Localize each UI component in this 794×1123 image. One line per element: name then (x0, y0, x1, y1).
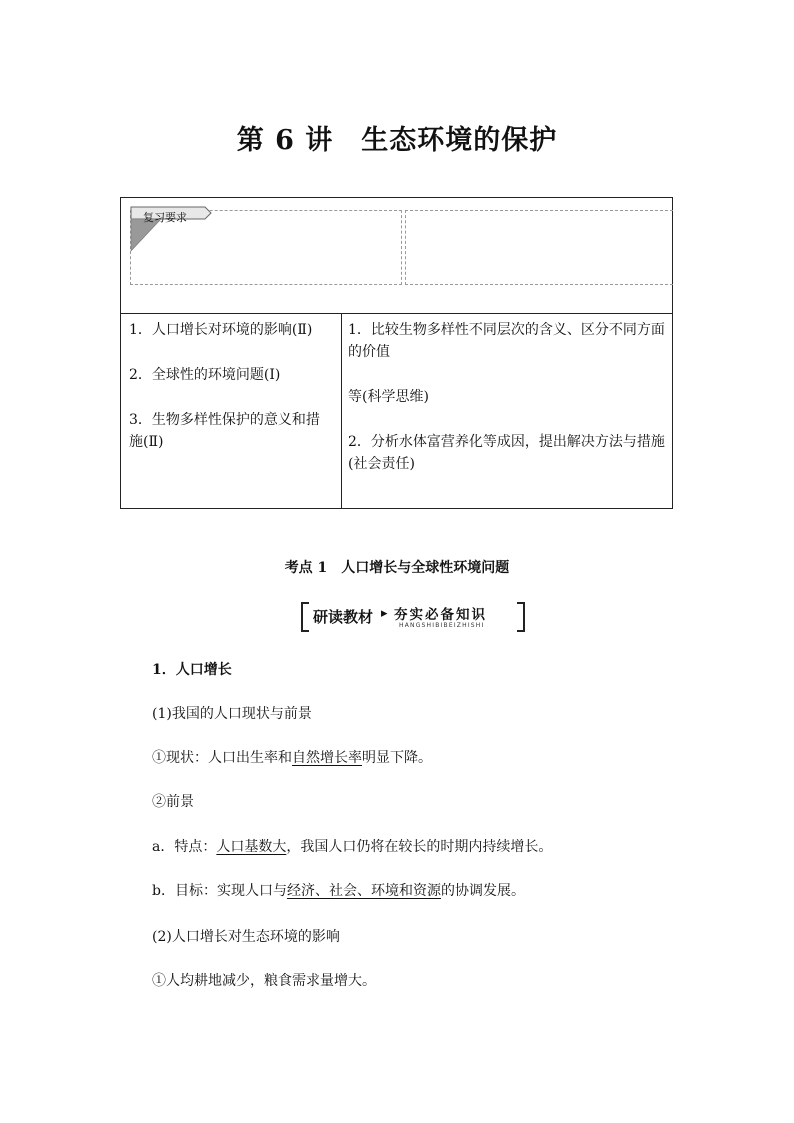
left-item: 1．人口增长对环境的影响(Ⅱ) (129, 322, 313, 338)
page-title: 第 6 讲 生态环境的保护 (236, 125, 558, 156)
review-banner (129, 203, 219, 259)
text: ①现状：人口出生率和 (152, 750, 292, 766)
left-item: 2．全球性的环境问题(Ⅰ) (129, 367, 281, 383)
review-banner-label: 复习要求 (143, 211, 187, 224)
section-title: 考点 1 人口增长与全球性环境问题 (284, 560, 510, 576)
paragraph-prospect: ②前景 (152, 794, 194, 810)
paragraph-goal (152, 880, 525, 900)
left-item: 3．生物多样性保护的意义和措施(Ⅱ) (129, 412, 320, 450)
subheading-impact: (2)人口增长对生态环境的影响 (152, 929, 340, 945)
text: a．特点： (152, 839, 217, 855)
text: 明显下降。 (362, 750, 432, 766)
text: b．目标：实现人口与 (152, 883, 287, 899)
right-bracket (517, 602, 525, 632)
study-banner (301, 602, 525, 630)
banner-arrow-icon: ▸ (381, 606, 388, 621)
study-banner-sub: 夯实必备知识 (394, 607, 487, 623)
text: ，我国人口仍将在较长的时期内持续增长。 (286, 839, 553, 855)
dashed-box-right (405, 210, 673, 285)
right-item: 等(科学思维) (348, 389, 429, 405)
review-requirements-table (120, 197, 673, 509)
review-left-column (121, 314, 341, 476)
paragraph-feature (152, 836, 552, 856)
review-right-column (342, 314, 673, 498)
heading-population-growth: 1．人口增长 (152, 662, 232, 678)
left-bracket (301, 602, 309, 632)
underlined-answer: 人口基数大 (216, 839, 287, 855)
paragraph-status (152, 747, 432, 767)
study-banner-main: 研读教材 (313, 608, 374, 626)
underlined-answer: 经济、社会、环境和资源 (286, 883, 441, 899)
subheading-status: (1)我国的人口现状与前景 (152, 706, 312, 722)
paragraph-impact: ①人均耕地减少，粮食需求量增大。 (152, 973, 376, 989)
right-item: 1．比较生物多样性不同层次的含义、区分不同方面的价值 (348, 322, 665, 360)
study-banner-pinyin: HANGSHIBIBEIZHISHI (399, 622, 485, 629)
underlined-answer: 自然增长率 (292, 750, 362, 766)
review-header-area (121, 198, 672, 314)
text: 的协调发展。 (440, 883, 525, 899)
right-item: 2．分析水体富营养化等成因，提出解决方法与措施(社会责任) (348, 434, 665, 472)
